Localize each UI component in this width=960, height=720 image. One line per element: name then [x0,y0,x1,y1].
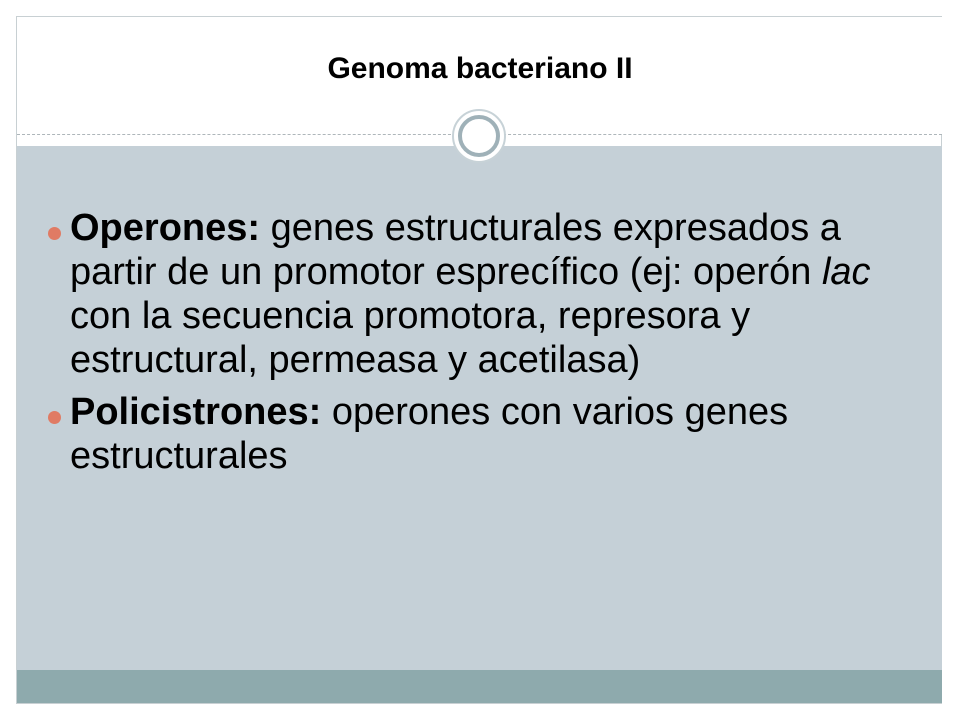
bullet-dot-icon [48,227,61,240]
bullet-text: genes estructurales expresados a partir de un promotor esprecífico (ej: operón [70,207,841,293]
ring-ornament-icon [450,107,508,165]
bullet-term: Operones: [70,207,261,249]
bullet-italic-term: lac [821,251,871,293]
slide-title: Genoma bacteriano II [327,52,633,85]
bullet-text: operones con varios genes estructurales [70,391,789,477]
footer-band [17,670,942,703]
bullet-term: Policistrones: [70,391,322,433]
bullet-item-operones [48,206,908,382]
bullet-dot-icon [48,411,61,424]
bullet-list [48,206,908,486]
bullet-item-policistrones [48,390,908,478]
bullet-text-continued: con la secuencia promotora, represora y estructural, permeasa y acetilasa) [70,295,751,381]
